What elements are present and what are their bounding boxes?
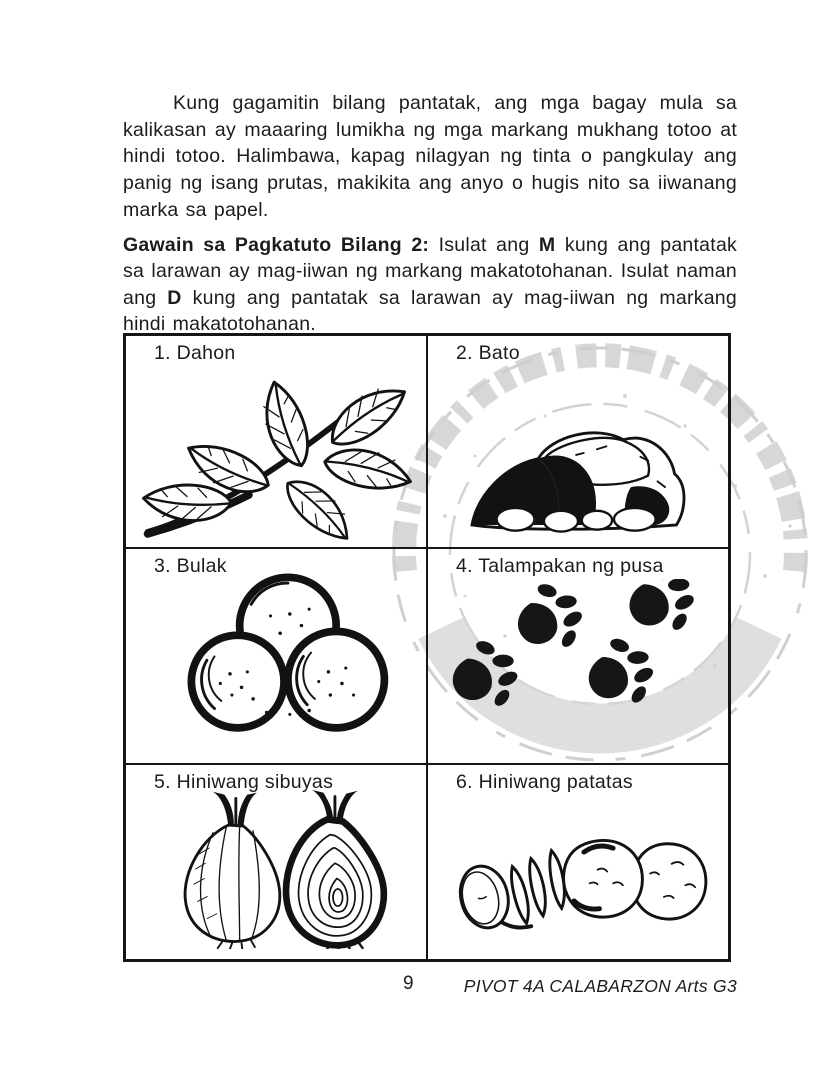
activity-letter-m: M [538, 234, 556, 256]
table-cell-patatas [428, 765, 728, 959]
cotton-balls-drawing [174, 565, 396, 745]
activity-letter-d: D [167, 286, 182, 309]
cat-paw-prints-drawing [446, 579, 708, 731]
activity-segment-1: Isulat ang [438, 234, 530, 256]
cell-label: 5. Hiniwang sibuyas [154, 771, 334, 793]
footer-source: PIVOT 4A CALABARZON Arts G3 [463, 976, 737, 996]
sliced-potato-drawing [440, 815, 716, 937]
rock-pile-drawing [452, 400, 704, 542]
page-number: 9 [403, 973, 414, 994]
intro-paragraph: Kung gagamitin bilang pantatak, ang mga bagay mula sa kalikasan ay maaaring lumikha ng mga markang mukhang totoo at hindi totoo. Halimbawa, kapag nilagyan ng tinta o pangkulay ang panig ng isang prutas, makikita ang anyo o hugis nito sa iiwanang marka sa papel. [123, 92, 737, 221]
activity-table [123, 333, 731, 962]
table-cell-bato [428, 336, 728, 549]
activity-segment-2: kung ang pantatak sa larawan ay mag-iiwan ng markang makatotohanan. Isulat naman ang [123, 234, 738, 309]
sliced-onion-drawing [152, 787, 394, 949]
leaf-branch-drawing [134, 366, 426, 546]
activity-title: Gawain sa Pagkatuto Bilang 2: [123, 234, 430, 256]
cell-label: 2. Bato [456, 342, 520, 364]
table-cell-dahon [126, 336, 428, 549]
cell-label: 3. Bulak [154, 555, 227, 577]
table-cell-talampakan [428, 549, 728, 765]
table-cell-bulak [126, 549, 428, 765]
cell-label: 6. Hiniwang patatas [456, 771, 633, 793]
activity-segment-3: kung ang pantatak sa larawan ay mag-iiwan ng markang hindi makatotohanan. [123, 286, 737, 336]
cell-label: 1. Dahon [154, 342, 236, 364]
table-cell-sibuyas [126, 765, 428, 959]
activity-instructions [123, 232, 737, 338]
cell-label: 4. Talampakan ng pusa [456, 555, 664, 577]
